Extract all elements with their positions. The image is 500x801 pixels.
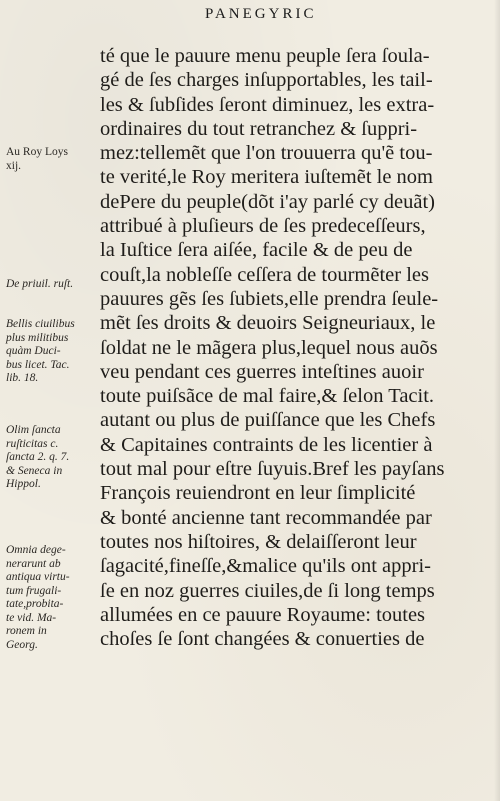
marginal-note-line: tate,probita- [6, 598, 64, 610]
text-line: veu pendant ces guerres inteſtines auoir [100, 360, 424, 383]
text-line: couſt,la nobleſſe ceſſera de tourmẽter les [100, 263, 429, 286]
text-line: & Capitaines contraints de les licentier à [100, 433, 433, 456]
marginal-note-line: antiqua virtu- [6, 571, 70, 583]
marginal-note-line: De priuil. ruſt. [6, 278, 74, 290]
marginal-note-olim-sancta [6, 424, 69, 492]
text-line: autant ou plus de puiſſance que les Chefs [100, 409, 436, 432]
marginal-note-line: Au Roy Loys [6, 146, 68, 158]
marginal-note-line: lib. 18. [6, 372, 39, 384]
main-text [100, 44, 460, 651]
marginal-note-bellis-ciuilibus [6, 318, 75, 386]
text-line: toutes nos hiſtoires, & delaiſſeront leur [100, 530, 417, 553]
text-line: gé de ſes charges inſupportables, les tail- [100, 69, 433, 92]
marginal-note-line: xij. [6, 159, 22, 172]
running-title: PANEGYRIC [205, 6, 317, 22]
text-line: choſes ſe ſont changées & conuerties de [100, 628, 425, 651]
text-line: toute puiſsãce de mal faire,& ſelon Tacit. [100, 385, 435, 408]
text-line: les & ſubſides ſeront diminuez, les extra- [100, 93, 435, 116]
text-line: & bonté ancienne tant recommandée par [100, 506, 432, 529]
text-line: ſagacité,fineſſe,&malice qu'ils ont appri- [100, 555, 432, 578]
text-line: la Iuſtice ſera aiſée, facile & de peu de [100, 239, 413, 262]
text-line: dePere du peuple(dõt i'ay parlé cy deuãt) [100, 190, 435, 213]
text-line: mez:tellemẽt que l'on trouuerra qu'ẽ tou- [100, 142, 433, 165]
text-line: ordinaires du tout retranchez & ſuppri- [100, 117, 418, 140]
marginal-note-omnia-degenerarunt [6, 544, 70, 652]
text-line: te verité,le Roy meritera iuſtemẽt le nom [100, 166, 434, 189]
marginal-note-line: ſancta 2. q. 7. [6, 451, 70, 463]
text-line: François reuiendront en leur ſimplicité [100, 482, 416, 505]
marginal-note-line: ronem in [6, 625, 47, 637]
marginal-note-line: quàm Duci- [6, 345, 61, 357]
text-line: té que le pauure menu peuple ſera ſoula- [100, 45, 430, 67]
text-line: allumées en ce pauure Royaume: toutes [100, 603, 426, 626]
marginal-note-line: bus licet. Tac. [6, 358, 70, 371]
marginal-note-line: Georg. [6, 638, 38, 651]
page-edge-shadow [494, 0, 500, 801]
marginal-note-line: Omnia dege- [6, 544, 66, 556]
marginal-note-line: te vid. Ma- [6, 611, 57, 624]
marginal-note-line: Olim ſancta [6, 424, 61, 436]
text-line: mẽt ſes droits & deuoirs Seigneuriaux, le [100, 312, 436, 335]
text-line: pauures gẽs ſes ſubiets,elle prendra ſeule- [100, 287, 439, 310]
text-line: ſoldat ne le mãgera plus,lequel nous auõs [100, 336, 438, 359]
marginal-note-line: plus militibus [6, 331, 69, 344]
marginal-note-line: & Seneca in [6, 464, 63, 477]
marginal-note-line: nerarunt ab [6, 557, 61, 570]
marginal-note-de-priuil [6, 278, 73, 292]
marginal-note-line: ruſticitas c. [6, 437, 59, 450]
marginal-note-line: tum frugali- [6, 584, 62, 597]
marginal-note-line: Bellis ciuilibus [6, 318, 75, 330]
marginal-note-au-roy-loys [6, 146, 68, 173]
text-line: tout mal pour eſtre ſuyuis.Bref les payſans [100, 458, 445, 481]
text-line: ſe en noz guerres ciuiles,de ſi long temps [100, 579, 435, 602]
marginal-note-line: Hippol. [6, 478, 41, 490]
text-line: attribué à pluſieurs de ſes predeceſſeurs, [100, 215, 426, 238]
